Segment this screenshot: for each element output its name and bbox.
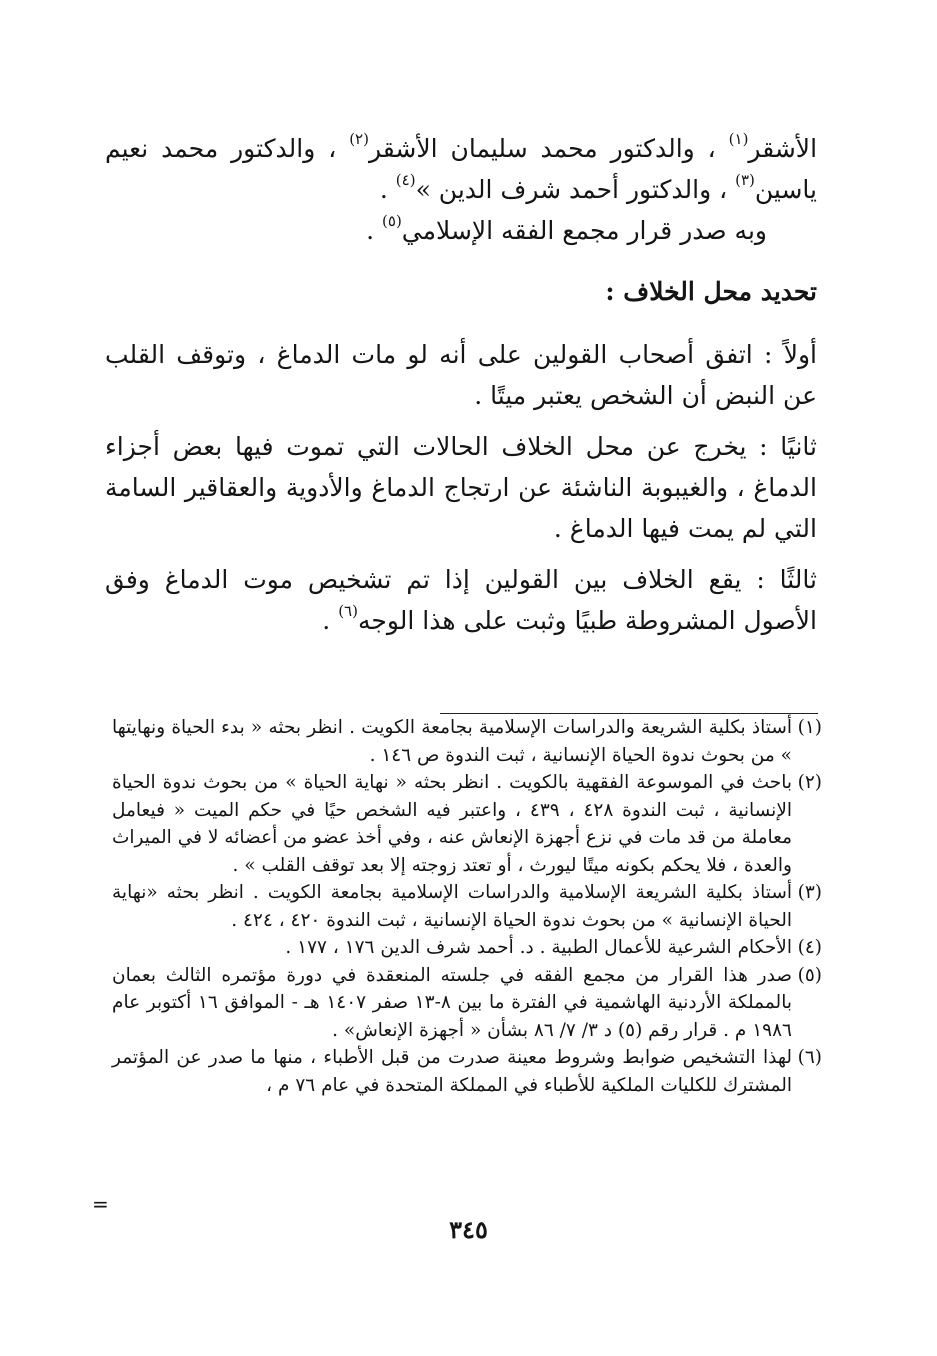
- footnote-number: (١): [797, 717, 822, 738]
- footnote-item: [112, 934, 822, 962]
- footnote-text: أستاذ بكلية الشريعة والدراسات الإسلامية بجامعة الكويت . انظر بحثه « بدء الحياة ونهايتها » من بحوث ندوة الحياة الإنسانية ، ثبت الندوة ص ١٤٦ .: [112, 717, 792, 766]
- footnote-number: (٤): [797, 937, 822, 958]
- footnote-ref: (٥): [382, 211, 402, 230]
- footnotes: [112, 714, 822, 1099]
- text-run: الأشقر: [748, 134, 818, 163]
- paragraph-authors: [105, 128, 817, 210]
- footnote-text: الأحكام الشرعية للأعمال الطبية . د. أحمد شرف الدين ١٧٦ ، ١٧٧ .: [285, 937, 792, 958]
- text-run: ، والدكتور محمد نعيم ياسين: [105, 134, 817, 204]
- footnote-ref: (١): [728, 129, 749, 148]
- footnote-text: لهذا التشخيص ضوابط وشروط معينة صدرت من قبل الأطباء ، منها ما صدر عن المؤتمر المشترك للكليات الملكية للأطباء في المملكة المتحدة في عام ٧٦ م ،: [112, 1047, 792, 1096]
- text-run: ، والدكتور أحمد شرف الدين »: [415, 175, 736, 204]
- point-first: أولاً : اتفق أصحاب القولين على أنه لو مات الدماغ ، وتوقف القلب عن النبض أن الشخص يعتبر ميتًا .: [105, 340, 817, 410]
- point-third: [105, 559, 817, 641]
- text-run: ، والدكتور محمد سليمان الأشقر: [368, 134, 729, 163]
- text-run: .: [366, 216, 383, 245]
- footnote-ref: (٦): [338, 601, 358, 620]
- main-text: [105, 128, 817, 641]
- text-run: وبه صدر قرار مجمع الفقه الإسلامي: [401, 216, 767, 245]
- page-number: ٣٤٥: [449, 1215, 488, 1244]
- footnote-ref: (٣): [735, 170, 755, 189]
- footnote-text: باحث في الموسوعة الفقهية بالكويت . انظر بحثه « نهاية الحياة » من بحوث ندوة الحياة الإنسانية ، ثبت الندوة ٤٢٨ ، ٤٣٩ ، واعتبر فيه الشخص حيًا في حكم الميت « فيعامل معاملة من قد مات في نزع أجهزة الإنعاش عنه ، وفي أخذ عضو من أعضائه لا في الميراث والعدة ، فلا يحكم بكونه ميتًا ليورث ، أو تعتد زوجته إلا بعد توقف القلب » .: [112, 772, 793, 876]
- footnote-item: [112, 1044, 822, 1099]
- paragraph-decision: [105, 210, 817, 251]
- footnote-number: (٢): [797, 772, 822, 793]
- footnote-number: (٦): [797, 1047, 822, 1068]
- footnote-number: (٣): [797, 882, 822, 903]
- point-second: ثانيًا : يخرج عن محل الخلاف الحالات التي تموت فيها بعض أجزاء الدماغ ، والغيبوبة الناشئة عن ارتجاج الدماغ والأدوية والعقاقير السامة التي لم يمت فيها الدماغ .: [105, 432, 817, 543]
- text-run: .: [322, 606, 339, 635]
- footnote-item: [112, 879, 822, 934]
- section-heading: تحديد محل الخلاف :: [605, 277, 817, 306]
- footnote-item: [112, 962, 822, 1045]
- footnote-ref: (٤): [395, 170, 416, 189]
- text-run: ثالثًا : يقع الخلاف بين القولين إذا تم تشخيص موت الدماغ وفق الأصول المشروطة طبيًا وثبت على هذا الوجه: [105, 565, 817, 635]
- footnote-item: [112, 714, 822, 769]
- footnote-ref: (٢): [349, 129, 369, 148]
- footnote-number: (٥): [797, 964, 822, 986]
- footnote-item: [112, 769, 822, 879]
- continuation-mark: =: [92, 1192, 109, 1216]
- footnote-text: أستاذ بكلية الشريعة الإسلامية والدراسات الإسلامية بجامعة الكويت . انظر بحثه «نهاية الحياة الإنسانية » من بحوث ندوة الحياة الإنسانية ، ثبت الندوة ٤٢٠ ، ٤٢٤ .: [112, 882, 792, 931]
- text-run: .: [379, 175, 396, 204]
- footnote-text: صدر هذا القرار من مجمع الفقه في جلسته المنعقدة في دورة مؤتمره الثالث بعمان بالمملكة الأردنية الهاشمية في الفترة ما بين ٨-١٣ صفر ١٤٠٧ هـ - الموافق ١٦ أكتوبر عام ١٩٨٦ م . قرار رقم (٥) د ٣/ ٧/ ٨٦ بشأن « أجهزة الإنعاش» .: [112, 964, 792, 1041]
